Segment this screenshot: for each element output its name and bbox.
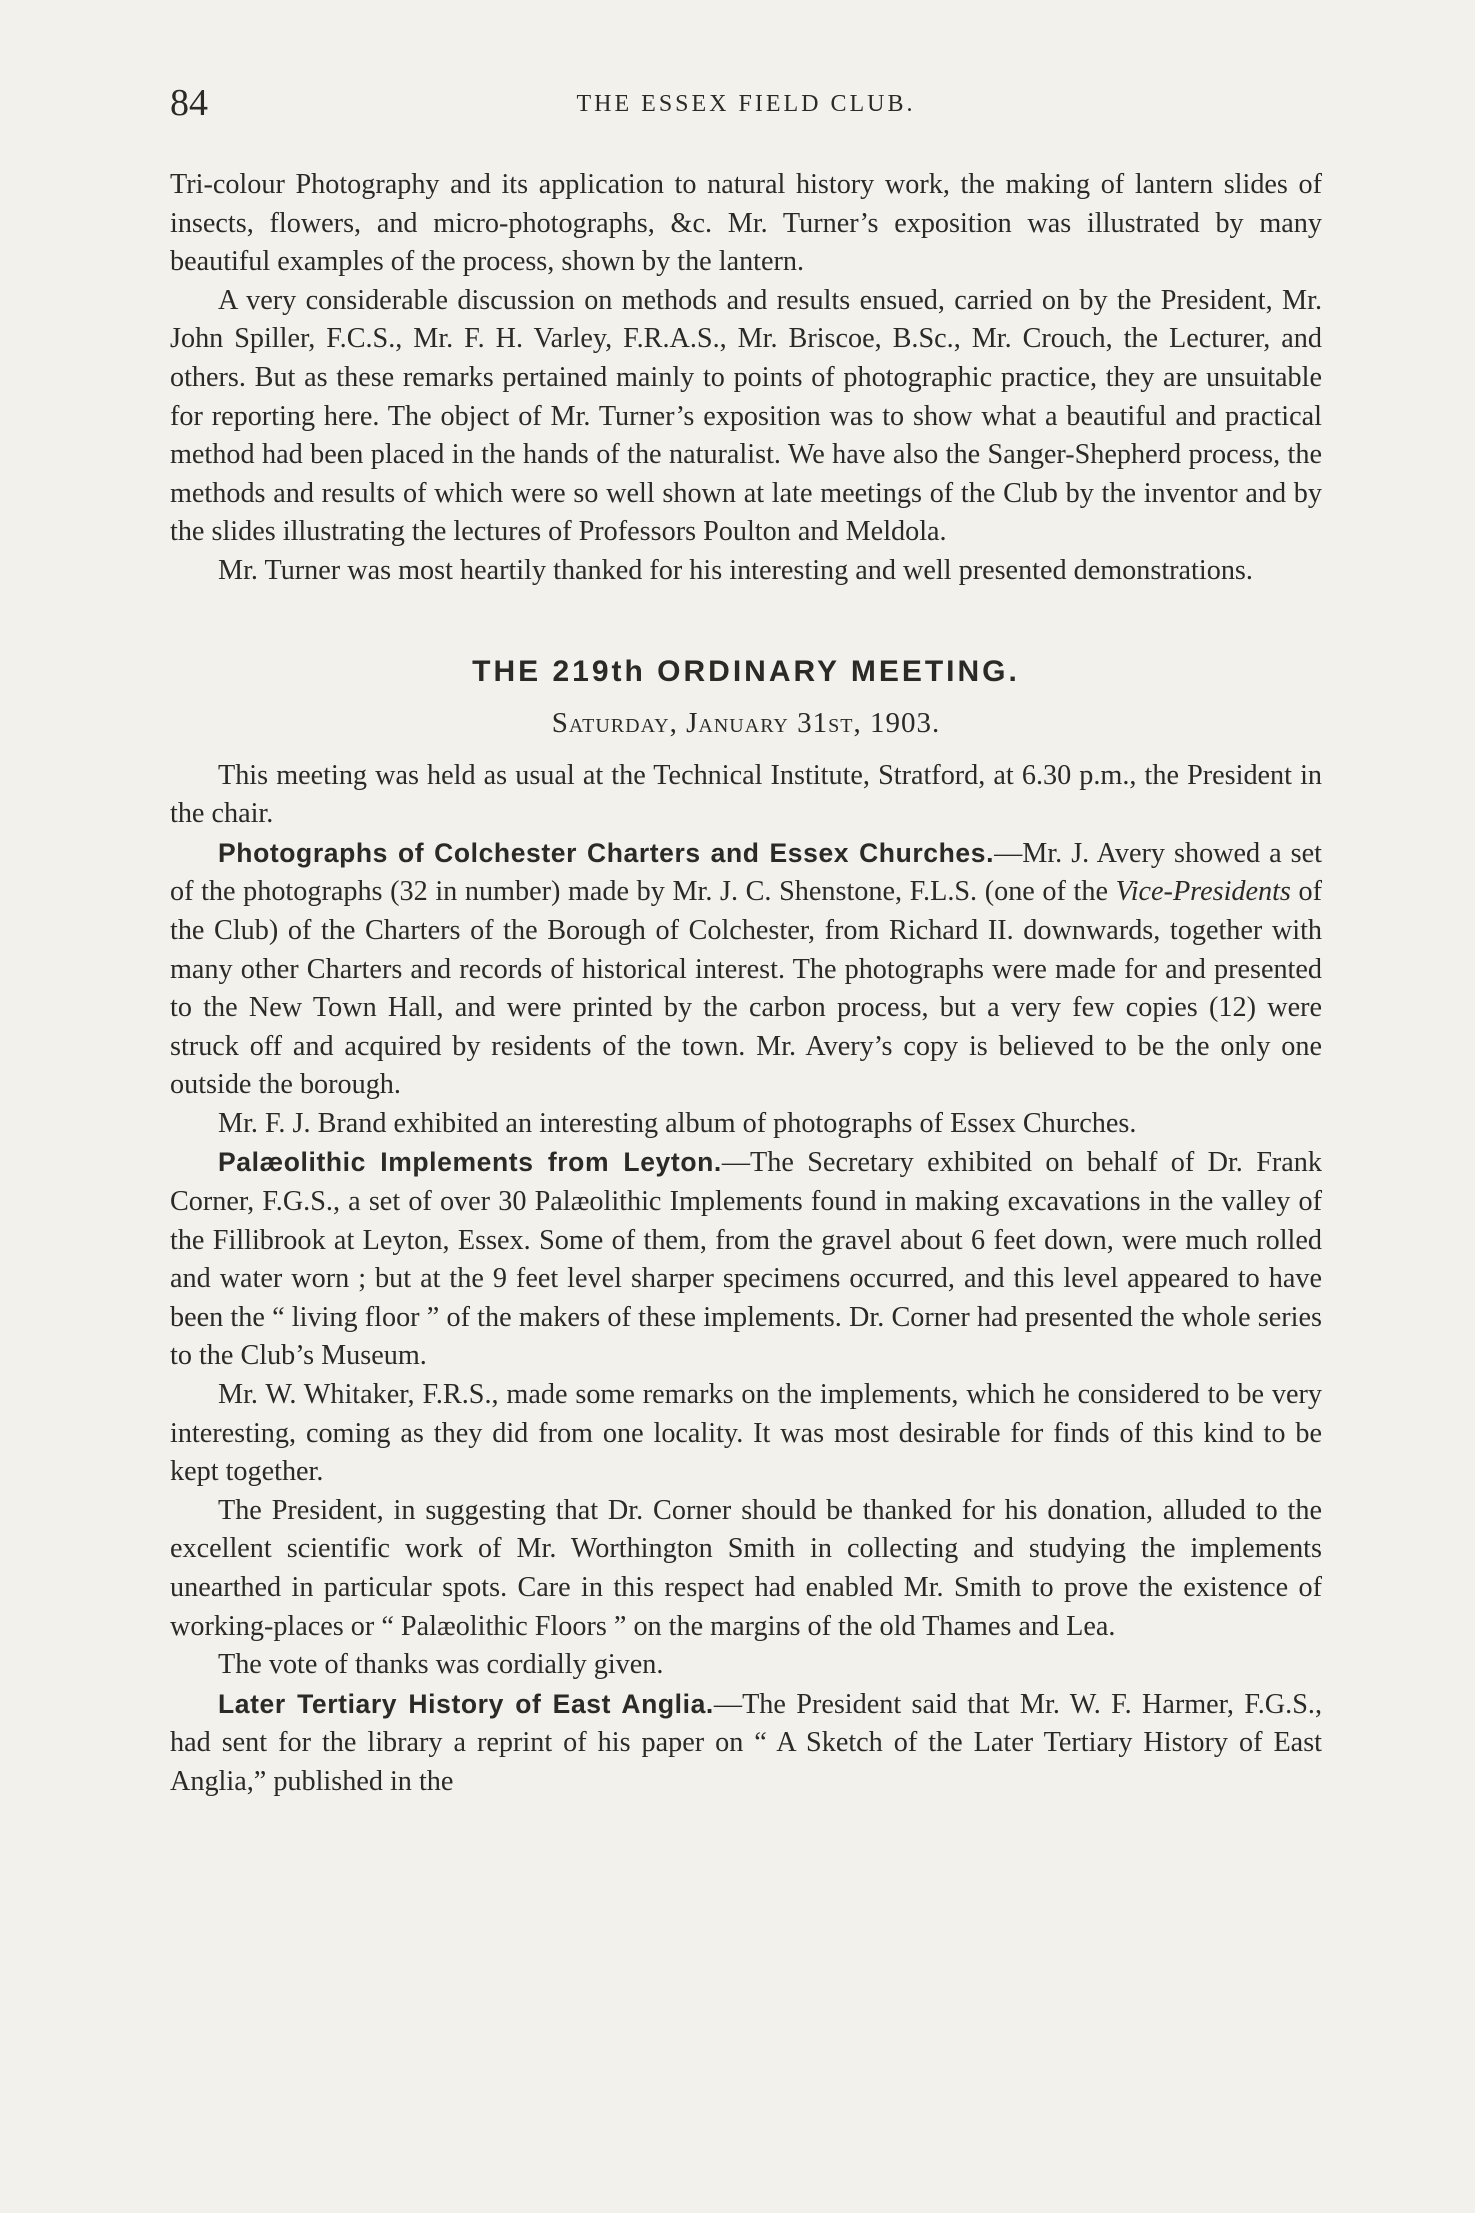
section-heading-palaeolithic: Palæolithic Implements from Leyton.: [218, 1147, 722, 1178]
charters-text-1: —Mr. J. Avery showed a set of the photographs (32 in number) made by Mr. J. C. Shenstone, F.L.S. (one of the: [170, 837, 1322, 908]
paragraph-charters: [170, 834, 1322, 1105]
body-text: [170, 166, 1322, 1802]
paragraph-president: The President, in suggesting that Dr. Corner should be thanked for his donation, alluded to the excellent scientific work of Mr. Worthington Smith in collecting and studying the implements unearthed in particular spots. Care in this respect had enabled Mr. Smith to prove the existence of working-places or “ Palæolithic Floors ” on the margins of the old Thames and Lea.: [170, 1494, 1322, 1642]
running-head: THE ESSEX FIELD CLUB.: [576, 91, 916, 117]
charters-italic: Vice-Presidents: [1115, 876, 1291, 908]
paragraph-vote: The vote of thanks was cordially given.: [218, 1649, 664, 1681]
paragraph-continuation: Tri-colour Photography and its application to natural history work, the making of lantern slides of insects, flowers, and micro-photographs, &c. Mr. Turner’s exposition was illustrated by many beautiful examples of the process, shown by the lantern.: [170, 169, 1322, 278]
paragraph-discussion: A very considerable discussion on methods and results ensued, carried on by the President, Mr. John Spiller, F.C.S., Mr. F. H. Varley, F.R.A.S., Mr. Briscoe, B.Sc., Mr. Crouch, the Lecturer, and others. But as these remarks pertained mainly to points of photographic practice, they are unsuitable for reporting here. The object of Mr. Turner’s exposition was to show what a beautiful and practical method had been placed in the hands of the naturalist. We have also the Sanger-Shepherd process, the methods and results of which were so well shown at late meetings of the Club by the inventor and by the slides illustrating the lectures of Professors Poulton and Meldola.: [170, 284, 1322, 548]
page-header: [170, 78, 1322, 128]
paragraph-whitaker: Mr. W. Whitaker, F.R.S., made some remarks on the implements, which he considered to be very interesting, coming as they did from one locality. It was most desirable for finds of this kind to be kept together.: [170, 1379, 1322, 1488]
section-heading-tertiary: Later Tertiary History of East Anglia.: [218, 1688, 714, 1719]
meeting-date: Saturday, January 31st, 1903.: [551, 706, 941, 739]
paragraph-thanks: Mr. Turner was most heartily thanked for his interesting and well presented demonstrations.: [218, 554, 1253, 586]
charters-text-2: of the Club) of the Charters of the Borough of Colchester, from Richard II. downwards, together with many other Charters and records of historical interest. The photographs were made for and presented to the New Town Hall, and were printed by the carbon process, but a very few copies (12) were struck off and acquired by residents of the town. Mr. Avery’s copy is believed to be the only one outside the borough.: [170, 876, 1323, 1101]
page-number: 84: [170, 82, 208, 124]
paragraph-meeting-intro: This meeting was held as usual at the Technical Institute, Stratford, at 6.30 p.m., the President in the chair.: [170, 759, 1322, 830]
section-gap: [170, 591, 1322, 631]
paragraph-tertiary: [170, 1685, 1322, 1802]
meeting-title: THE 219th ORDINARY MEETING.: [472, 654, 1020, 688]
section-heading-charters: Photographs of Colchester Charters and Essex Churches.: [218, 837, 995, 868]
tertiary-text: —The President said that Mr. W. F. Harmer, F.G.S., had sent for the library a reprint of his paper on “ A Sketch of the Later Tertiary History of East Anglia,” published in the: [170, 1688, 1322, 1797]
paragraph-palaeolithic: [170, 1143, 1322, 1376]
paragraph-brand: Mr. F. J. Brand exhibited an interesting album of photographs of Essex Churches.: [218, 1107, 1137, 1139]
palaeolithic-text: —The Secretary exhibited on behalf of Dr. Frank Corner, F.G.S., a set of over 30 Palæolithic Implements found in making excavations in the valley of the Fillibrook at Leyton, Essex. Some of them, from the gravel about 6 feet down, were much rolled and water worn ; but at the 9 feet level sharper specimens occurred, and this level appeared to have been the “ living floor ” of the makers of these implements. Dr. Corner had presented the whole series to the Club’s Museum.: [170, 1147, 1322, 1372]
